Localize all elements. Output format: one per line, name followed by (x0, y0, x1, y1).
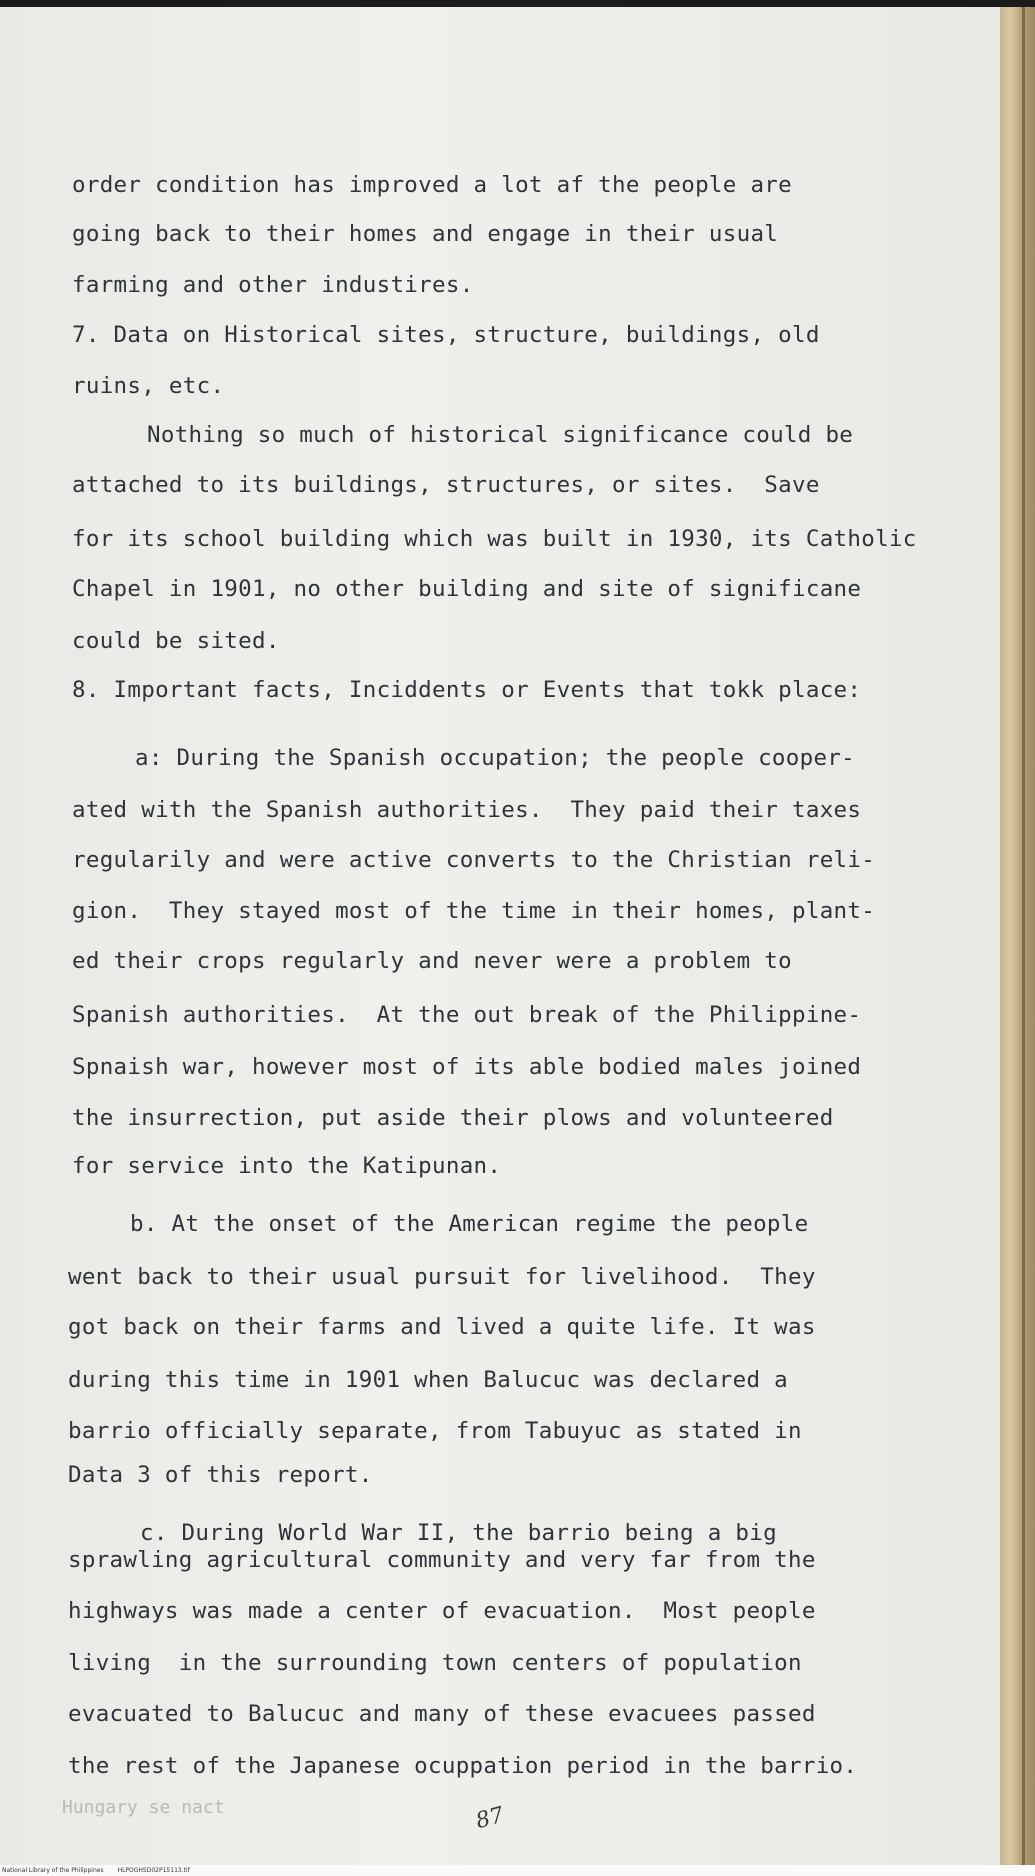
text-line: Spanish authorities. At the out break of the Philippine- (72, 1002, 862, 1028)
footer-filename: HLPOGHSD02P15113.tif (117, 1867, 190, 1874)
text-line: could be sited. (72, 628, 280, 654)
bleed-through-text: Hungary se nact (62, 1797, 225, 1818)
scan-footer (0, 1865, 1035, 1876)
text-line: 8. Important facts, Inciddents or Events that tokk place: (72, 677, 862, 703)
text-line: sprawling agricultural community and very far from the (68, 1547, 816, 1573)
text-line: ed their crops regularly and never were a problem to (72, 948, 792, 974)
text-line: going back to their homes and engage in their usual (72, 221, 779, 247)
text-line: order condition has improved a lot af the people are (72, 172, 792, 198)
text-line: Data 3 of this report. (68, 1462, 373, 1488)
text-line: evacuated to Balucuc and many of these evacuees passed (68, 1701, 816, 1727)
scan-top-border (0, 0, 1035, 7)
text-line: went back to their usual pursuit for livelihood. They (68, 1264, 816, 1290)
text-line: 7. Data on Historical sites, structure, buildings, old (72, 322, 820, 348)
text-line: Spnaish war, however most of its able bodied males joined (72, 1054, 862, 1080)
text-line: ruins, etc. (72, 373, 225, 399)
text-line: b. At the onset of the American regime the people (130, 1211, 809, 1237)
text-line: Nothing so much of historical significance could be (147, 422, 854, 448)
text-line: farming and other industires. (72, 272, 474, 298)
text-line: highways was made a center of evacuation. Most people (68, 1598, 816, 1624)
text-line: the rest of the Japanese ocuppation period in the barrio. (68, 1753, 858, 1779)
text-line: got back on their farms and lived a quite life. It was (68, 1314, 816, 1340)
page-edge (1000, 7, 1035, 1865)
text-line: for service into the Katipunan. (72, 1153, 502, 1179)
page-number: 87 (473, 1802, 507, 1835)
text-line: the insurrection, put aside their plows and volunteered (72, 1105, 834, 1131)
text-line: gion. They stayed most of the time in their homes, plant- (72, 898, 876, 924)
footer-library: National Library of the Philippines (2, 1867, 104, 1874)
text-line: during this time in 1901 when Balucuc was declared a (68, 1367, 788, 1393)
text-line: for its school building which was built in 1930, its Catholic (72, 526, 917, 552)
text-line: regularily and were active converts to the Christian reli- (72, 847, 876, 873)
text-line: living in the surrounding town centers of population (68, 1650, 802, 1676)
text-line: barrio officially separate, from Tabuyuc as stated in (68, 1418, 802, 1444)
text-line: Chapel in 1901, no other building and site of significane (72, 576, 862, 602)
text-line: c. During World War II, the barrio being a big (140, 1520, 777, 1546)
page-edge-shadow (1022, 7, 1025, 1865)
text-line: attached to its buildings, structures, or sites. Save (72, 472, 820, 498)
text-line: ated with the Spanish authorities. They paid their taxes (72, 797, 862, 823)
text-line: a: During the Spanish occupation; the people cooper- (135, 745, 855, 771)
